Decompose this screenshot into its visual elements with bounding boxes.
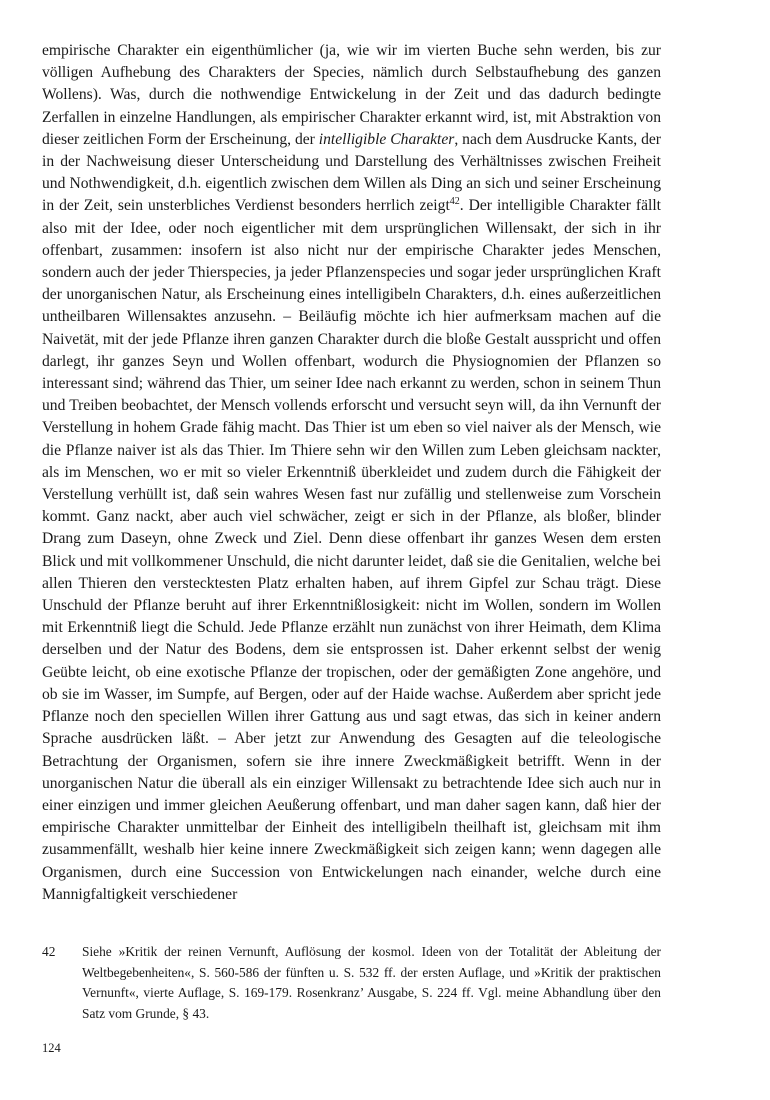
footnote [42,942,661,1024]
paragraph-text-2: , nach dem Ausdrucke Kants, der in der Nachweisung dieser Unterscheidung und Darstellung des Verhältnisses zwischen Freiheit und Nothwendigkeit, d.h. eigentlich zwischen dem Willen als Ding an sich und seiner Erscheinung in der Zeit, sein unsterbliches Verdienst besonders herrlich zeigt [42,130,661,215]
main-paragraph [42,40,661,906]
footnote-text: Siehe »Kritik der reinen Vernunft, Auflösung der kosmol. Ideen von der Totalität der Ableitung der Weltbegebenheiten«, S. 560-586 der fünften u. S. 532 ff. der ersten Auflage, und »Kritik der praktischen Vernunft«, vierte Auflage, S. 169-179. Rosenkranz’ Ausgabe, S. 224 ff. Vgl. meine Abhandlung über den Satz vom Grunde, § 43. [82,944,661,1021]
paragraph-text-3: . Der intelligible Charakter fällt also mit der Idee, oder noch eigentlicher mit dem ursprünglichen Willensakt, der sich in ihr offenbart, zusammen: insofern ist also nicht nur der empirische Charakter jedes Menschen, sondern auch der jeder Thierspecies, ja jeder Pflanzenspecies und sogar jeder ursprünglichen Kraft der unorganischen Natur, als Erscheinung eines intelligibeln Charakters, d.h. eines außerzeitlichen untheilbaren Willensaktes anzusehn. – Beiläufig möchte ich hier aufmerksam machen auf die Naivetät, mit der jede Pflanze ihren ganzen Charakter durch die bloße Gestalt ausspricht und offen darlegt, ihr ganzes Seyn und Wollen offenbart, wodurch die Physiognomien der Pflanzen so interessant sind; während das Thier, um seiner Idee nach erkannt zu werden, schon in seinem Thun und Treiben beobachtet, der Mensch vollends erforscht und versucht seyn will, da ihn Vernunft der Verstellung in hohem Grade fähig macht. Das Thier ist um eben so viel naiver als der Mensch, wie die Pflanze naiver ist als das Thier. Im Thiere sehn wir den Willen zum Leben gleichsam nackter, als im Menschen, wo er mit so vieler Erkenntniß überkleidet und zudem durch die Fähigkeit der Verstellung verhüllt ist, daß sein wahres Wesen fast nur zufällig und stellenweise zum Vorschein kommt. Ganz nackt, aber auch viel schwächer, zeigt er sich in der Pflanze, als bloßer, blinder Drang zum Daseyn, ohne Zweck und Ziel. Denn diese offenbart ihr ganzes Wesen dem ersten Blick und mit vollkommener Unschuld, die nicht darunter leidet, daß sie die Genitalien, welche bei allen Thieren den verstecktesten Platz erhalten haben, auf ihrem Gipfel zur Schau trägt. Diese Unschuld der Pflanze beruht auf ihrer Erkenntnißlosigkeit: nicht im Wollen, sondern im Wollen mit Erkenntniß liegt die Schuld. Jede Pflanze erzählt nun zunächst von ihrer Heimath, dem Klima derselben und der Natur des Bodens, dem sie entsprossen ist. Daher erkennt selbst der wenig Geübte leicht, ob eine exotische Pflanze der tropischen, oder der gemäßigten Zone angehöre, und ob sie im Wasser, im Sumpfe, auf Bergen, oder auf der Haide wachse. Außerdem aber spricht jede Pflanze noch den speciellen Willen ihrer Gattung aus und sagt etwas, das sich in keiner andern Sprache ausdrücken läßt. – Aber jetzt zur Anwendung des Gesagten auf die teleologische Betrachtung der Organismen, sofern sie ihre innere Zweckmäßigkeit betrifft. Wenn in der unorganischen Natur die überall als ein einziger Willensakt zu betrachtende Idee sich auch nur in einer einzigen und immer gleichen Aeußerung offenbart, und man daher sagen kann, daß hier der empirische Charakter unmittelbar der Einheit des intelligibeln theilhaft ist, gleichsam mit ihm zusammenfällt, weshalb hier keine innere Zweckmäßigkeit sich zeigen kann; wenn dagegen alle Organismen, durch eine Succession von Entwickelungen nach einander, welche durch eine Mannigfaltigkeit verschiedener [42,197,661,903]
emphasis-intelligible-charakter: intelligible Charakter [318,130,455,148]
footnote-reference[interactable]: 42 [449,196,460,208]
page-number: 124 [42,1041,61,1055]
footnote-number: 42 [42,944,56,959]
paragraph-text-1: empirische Charakter ein eigenthümlicher (ja, wie wir im vierten Buche sehn werden, bis zur völligen Aufhebung des Charakters der Species, nämlich durch Selbstaufhebung des ganzen Wollens). Was, durch die nothwendige Entwickelung in der Zeit und das dadurch bedingte Zerfallen in einzelne Handlungen, als empirischer Charakter erkannt wird, ist, mit Abstraktion von dieser zeitlichen Form der Erscheinung, der [42,42,661,148]
page-body [42,40,661,906]
